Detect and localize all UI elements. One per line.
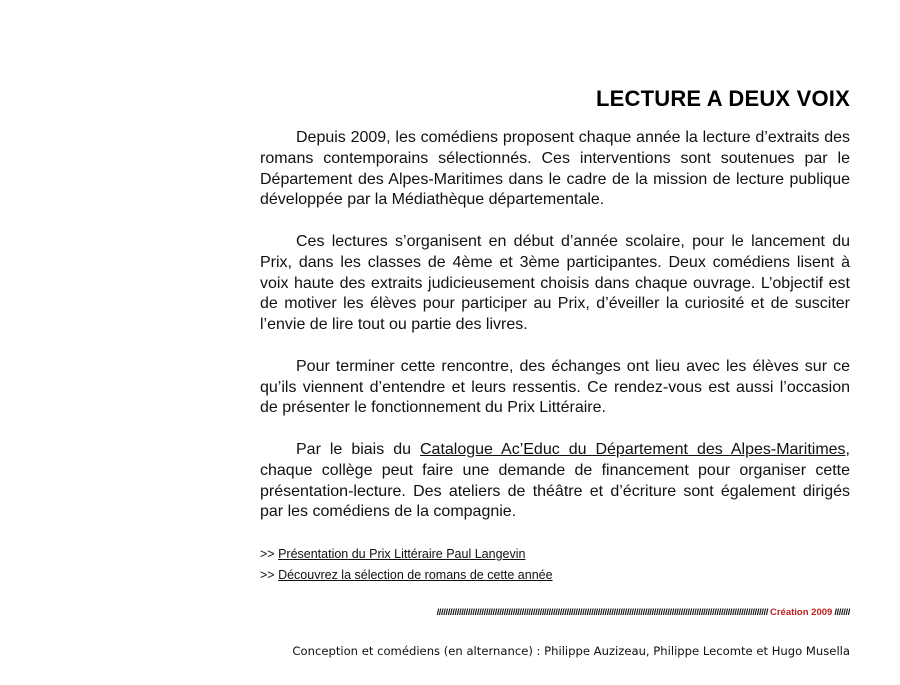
creation-year-label: Création 2009 <box>770 606 833 618</box>
selection-romans-link[interactable]: Découvrez la sélection de romans de cette année <box>278 567 553 582</box>
link-line-presentation <box>260 544 850 565</box>
paragraph-financement <box>260 440 850 523</box>
paragraph-rencontre: Pour terminer cette rencontre, des échanges ont lieu avec les élèves sur ce qu’ils viennent d’entendre et leurs ressentis. Ce rendez-vous est aussi l’occasion de présenter le fonctionnement du Prix Littéraire. <box>260 357 850 417</box>
separator-slashes-right: /////// <box>834 606 850 618</box>
paragraph-organisation: Ces lectures s’organisent en début d’année scolaire, pour le lancement du Prix, dans les classes de 4ème et 3ème participantes. Deux comédiens lisent à voix haute des extraits judicieusement choisis dans chaque ouvrage. L’objectif est de motiver les élèves pour participer au Prix, d’éveiller la curiosité et de susciter l’envie de lire tout ou partie des livres. <box>260 232 850 334</box>
credits-line: Conception et comédiens (en alternance) : Philippe Auzizeau, Philippe Lecomte et Hugo Musella <box>292 643 850 658</box>
separator-slashes-left: //////////////////////////////////////////////////////////////////////////////////////////////////////////////////////////////////////////////////// <box>436 606 768 618</box>
paragraph-financement-start: Par le biais du <box>296 440 420 458</box>
related-links <box>260 544 850 586</box>
article <box>260 84 850 659</box>
link-prefix: >> <box>260 546 279 561</box>
separator-line <box>260 606 850 620</box>
link-prefix: >> <box>260 567 279 582</box>
paragraph-financement-end: , chaque collège peut faire une demande de financement pour organiser cette présentation-lecture. Des ateliers de théâtre et d’écriture sont également dirigés par les comédiens de la compagnie. <box>260 440 850 521</box>
link-line-selection <box>260 565 850 586</box>
catalogue-link[interactable]: Catalogue Ac’Educ du Département des Alpes-Maritimes <box>419 440 846 458</box>
paragraph-intro: Depuis 2009, les comédiens proposent chaque année la lecture d’extraits des romans contemporains sélectionnés. Ces interventions sont soutenues par le Département des Alpes-Maritimes dans le cadre de la mission de lecture publique développée par la Médiathèque départementale. <box>260 129 850 209</box>
page-title: LECTURE A DEUX VOIX <box>596 86 850 111</box>
presentation-prix-link[interactable]: Présentation du Prix Littéraire Paul Langevin <box>278 546 526 561</box>
